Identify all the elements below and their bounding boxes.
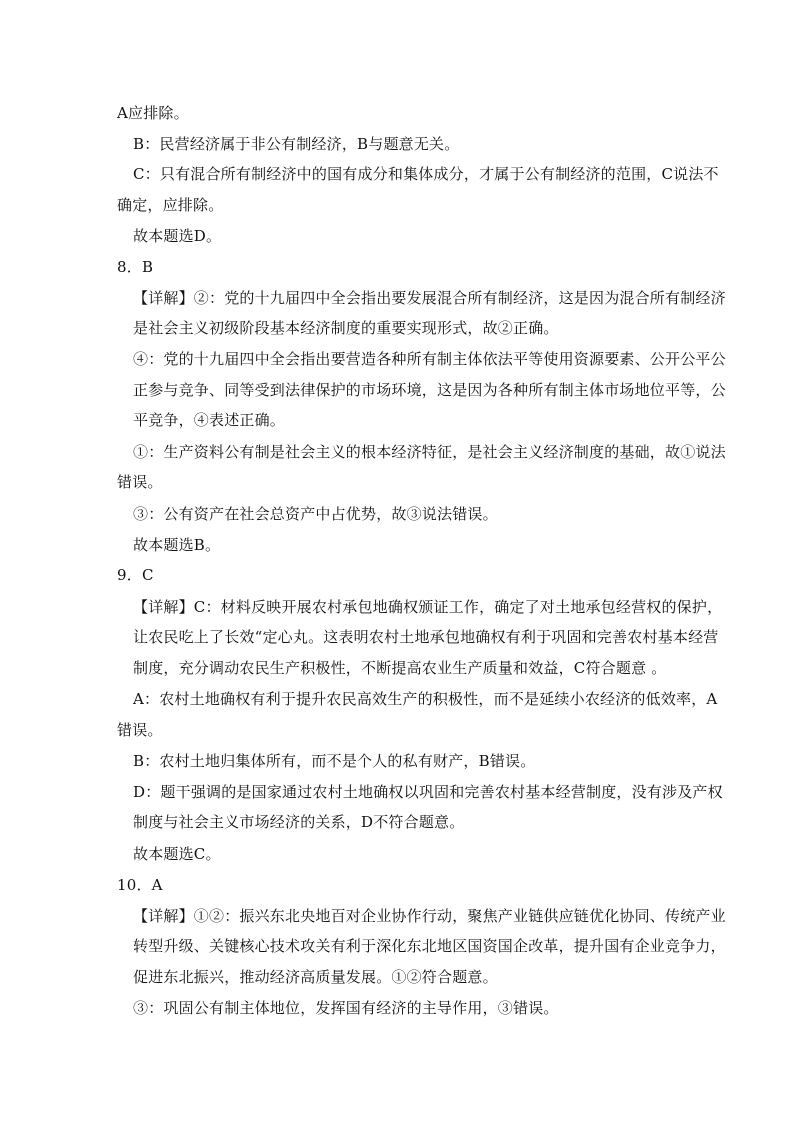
question-number: 9．C [117, 566, 154, 584]
text-line: A应排除。 [117, 104, 189, 122]
text-line: ④：党的十九届四中全会指出要营造各种所有制主体依法平等使用资源要素、公开公平公 [133, 350, 726, 368]
text-line: 故本题选C。 [133, 845, 221, 863]
text-line: 错误。 [117, 473, 163, 491]
text-line: 错误。 [117, 721, 163, 739]
text-line: 【详解】②：党的十九届四中全会指出要发展混合所有制经济，这是因为混合所有制经济 [133, 289, 726, 307]
text-line: 制度，充分调动农民生产积极性，不断提高农业生产质量和效益，C符合题意 。 [133, 659, 667, 677]
question-number: 8．B [117, 258, 154, 276]
text-line: ③：巩固公有制主体地位，发挥国有经济的主导作用，③错误。 [133, 999, 559, 1017]
text-line: ①：生产资料公有制是社会主义的根本经济特征，是社会主义经济制度的基础，故①说法 [133, 443, 726, 461]
text-line: 促进东北振兴，推动经济高质量发展。①②符合题意。 [133, 968, 498, 986]
text-line: ③：公有资产在社会总资产中占优势，故③说法错误。 [133, 505, 498, 523]
text-line: 转型升级、关键核心技术攻关有利于深化东北地区国资国企改革，提升国有企业竞争力， [133, 937, 726, 955]
text-line: 故本题选D。 [133, 227, 222, 245]
text-line: 【详解】C：材料反映开展农村承包地确权颁证工作，确定了对土地承包经营权的保护， [133, 598, 723, 616]
text-line: 故本题选B。 [133, 536, 221, 554]
text-line: 平竞争，④表述正确。 [133, 411, 286, 429]
text-line: 制度与社会主义市场经济的关系，D不符合题意。 [133, 813, 465, 831]
text-line: B：民营经济属于非公有制经济，B与题意无关。 [133, 135, 460, 153]
text-line: 确定，应排除。 [117, 196, 224, 214]
text-line: 是社会主义初级阶段基本经济制度的重要实现形式，故②正确。 [133, 319, 559, 337]
text-line: A：农村土地确权有利于提升农民高效生产的积极性，而不是延续小农经济的低效率，A [133, 690, 718, 708]
text-line: C：只有混合所有制经济中的国有成分和集体成分，才属于公有制经济的范围，C说法不 [133, 165, 719, 183]
text-line: 【详解】①②：振兴东北央地百对企业协作行动，聚焦产业链供应链优化协同、传统产业 [133, 907, 726, 925]
text-line: B：农村土地归集体所有，而不是个人的私有财产，B错误。 [133, 752, 536, 770]
text-line: D：题干强调的是国家通过农村土地确权以巩固和完善农村基本经营制度，没有涉及产权 [133, 783, 723, 801]
text-line: 正参与竞争、同等受到法律保护的市场环境，这是因为各种所有制主体市场地位平等，公 [133, 381, 726, 399]
question-number: 10．A [117, 876, 163, 894]
text-line: 让农民吃上了长效“定心丸。这表明农村土地承包地确权有利于巩固和完善农村基本经营 [133, 628, 719, 646]
